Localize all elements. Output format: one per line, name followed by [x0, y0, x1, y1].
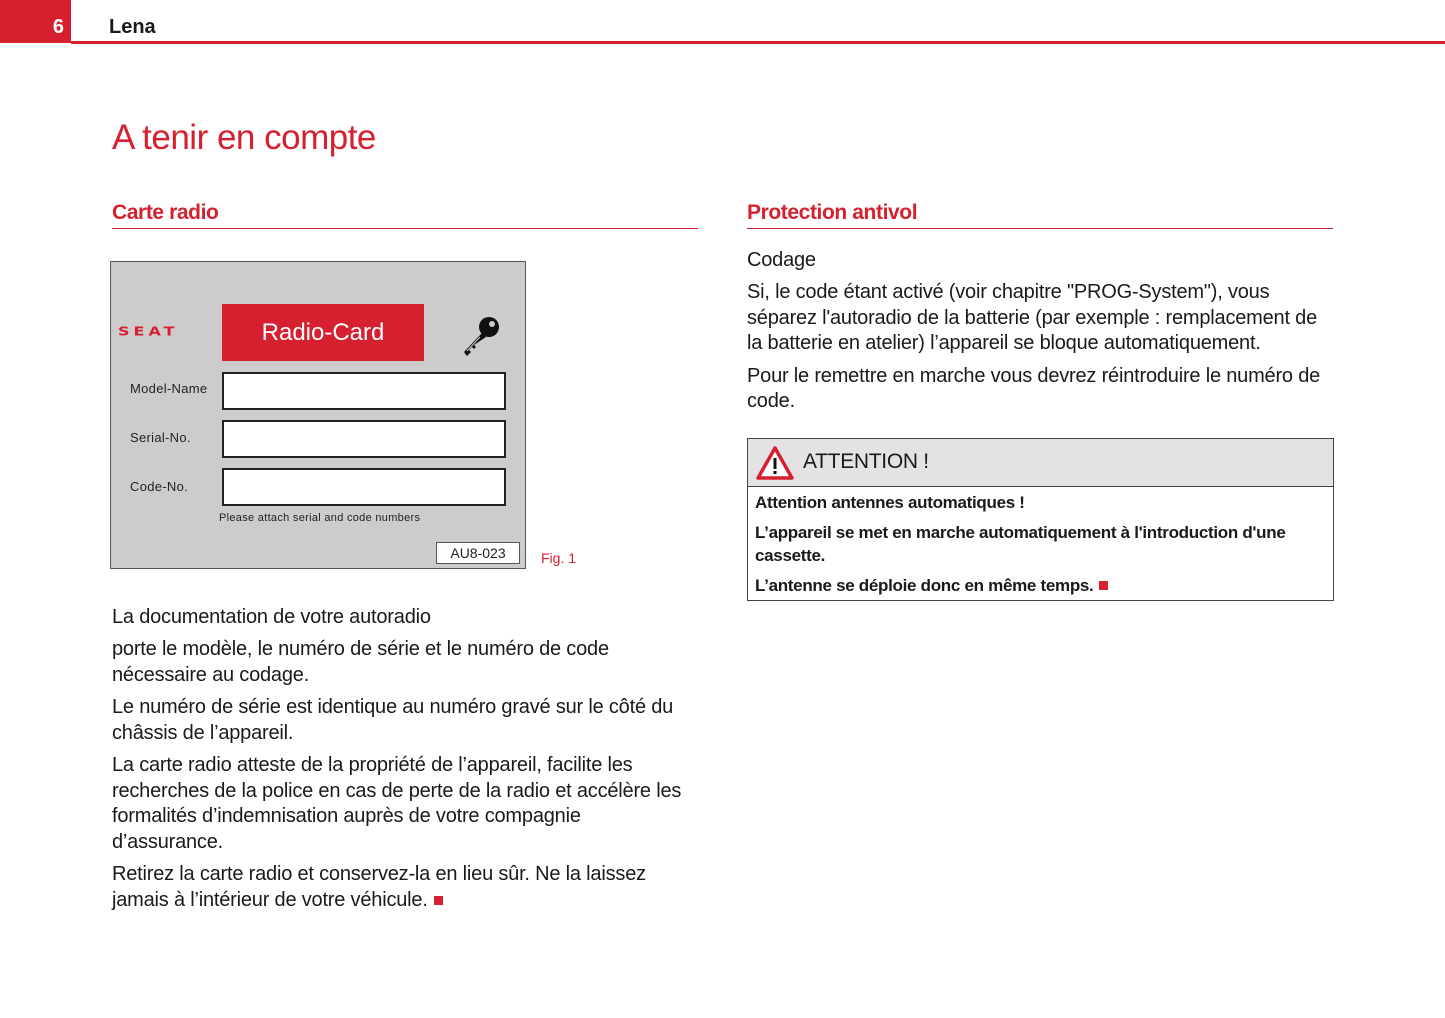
radio-card-figure [110, 261, 526, 569]
end-of-section-mark [1099, 581, 1108, 590]
card-note: Please attach serial and code numbers [219, 512, 421, 524]
paragraph: La carte radio atteste de la propriété de l’appareil, facilite les recherches de la police en cas de perte de la radio et accélère les formalités d’indemnisation auprès de votre compagnie d’assurance. [112, 754, 682, 853]
field-label-serial-no: Serial-No. [130, 430, 191, 445]
end-of-section-mark [434, 896, 443, 905]
field-label-model-name: Model-Name [130, 381, 208, 396]
warning-triangle-icon [755, 445, 795, 481]
paragraph: Le numéro de série est identique au numéro gravé sur le côté du châssis de l’appareil. [112, 696, 674, 744]
seat-logo: SEAT [118, 324, 179, 339]
attention-line: Attention antennes automatiques ! [755, 493, 1025, 512]
paragraph: Pour le remettre en marche vous devrez réintroduire le numéro de code. [747, 364, 1321, 412]
section-rule [112, 228, 698, 229]
attention-title: ATTENTION ! [803, 450, 929, 473]
attention-body [755, 491, 1325, 597]
left-body-text [112, 637, 692, 913]
figure-code: AU8-023 [436, 542, 520, 564]
subheading-documentation: La documentation de votre autoradio [112, 606, 431, 628]
figure-caption: Fig. 1 [541, 550, 577, 566]
paragraph-last [112, 862, 692, 913]
section-title-carte-radio: Carte radio [112, 201, 219, 224]
attention-box [747, 438, 1334, 601]
running-head: Lena [109, 16, 156, 38]
page-title: A tenir en compte [112, 118, 376, 157]
page-number: 6 [52, 16, 64, 38]
attention-line: L’appareil se met en marche automatiquement à l'introduction d'une cassette. [755, 523, 1286, 565]
section-rule [747, 228, 1333, 229]
paragraph: Si, le code étant activé (voir chapitre "PROG-System"), vous séparez l'autoradio de la batterie (par exemple : remplacement de la batterie en atelier) l’appareil se bloque automatiquement. [747, 281, 1318, 354]
attention-line-last [755, 574, 1325, 597]
key-icon [459, 314, 503, 358]
paragraph: porte le modèle, le numéro de série et le numéro de code nécessaire au codage. [112, 638, 609, 686]
paragraph-text: Retirez la carte radio et conservez-la en lieu sûr. Ne la laissez jamais à l’intérieur de votre véhicule. [112, 863, 646, 911]
attention-line-text: L’antenne se déploie donc en même temps. [755, 576, 1094, 595]
attention-header [748, 439, 1333, 487]
header-rule [71, 41, 1445, 44]
code-no-field [222, 468, 506, 506]
right-body-text [747, 280, 1337, 415]
field-label-code-no: Code-No. [130, 479, 189, 494]
model-name-field [222, 372, 506, 410]
subheading-codage: Codage [747, 249, 816, 271]
section-title-protection-antivol: Protection antivol [747, 201, 918, 224]
serial-no-field [222, 420, 506, 458]
radio-card-banner: Radio-Card [222, 304, 424, 361]
